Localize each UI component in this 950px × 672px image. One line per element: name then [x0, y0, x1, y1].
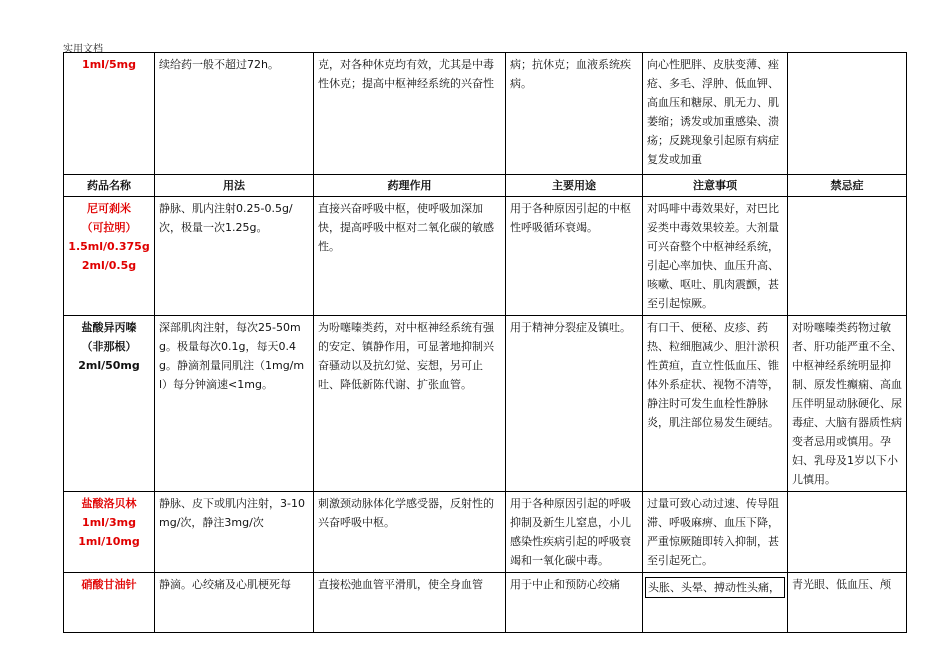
drug-name-line: 盐酸异丙嗪: [81, 321, 137, 334]
precautions-cell: 向心性肥胖、皮肤变薄、痤疮、多毛、浮肿、低血钾、高血压和糖尿、肌无力、肌萎缩；诱发或加重感染、溃疡；反跳现象引起原有病症复发或加重: [643, 53, 788, 175]
drug-name-line: 尼可刹米: [87, 202, 131, 215]
table-row: [64, 573, 907, 633]
header-precautions: 注意事项: [643, 175, 788, 197]
contraindication-cell: 青光眼、低血压、颅: [788, 573, 907, 633]
drug-name-line: 盐酸洛贝林: [81, 497, 137, 510]
usage-cell: 深部肌肉注射，每次25-50mg。极量每次0.1g，每天0.4g。静滴剂量同肌注（1mg/ml）每分钟滴速<1mg。: [155, 316, 314, 492]
drug-spec-line: 2ml/0.5g: [81, 259, 137, 272]
header-contraindication: 禁忌症: [788, 175, 907, 197]
drug-spec-line: 1.5ml/0.375g: [68, 240, 150, 253]
pharmacology-cell: 直接松弛血管平滑肌，使全身血管: [314, 573, 506, 633]
contraindication-cell: [788, 492, 907, 573]
table-row: [64, 53, 907, 175]
header-name: 药品名称: [64, 175, 155, 197]
indication-cell: 用于精神分裂症及镇吐。: [506, 316, 643, 492]
pharmacology-cell: 刺激颈动脉体化学感受器，反射性的兴奋呼吸中枢。: [314, 492, 506, 573]
page-label: 实用文档: [63, 44, 103, 55]
header-indication: 主要用途: [506, 175, 643, 197]
header-pharmacology: 药理作用: [314, 175, 506, 197]
precautions-cell: 有口干、便秘、皮疹、药热、粒细胞减少、胆汁淤积性黄疸，直立性低血压、锥体外系症状、视物不清等，静注时可发生血栓性静脉炎，肌注部位易发生硬结。: [643, 316, 788, 492]
contraindication-cell: [788, 197, 907, 316]
usage-cell: 续给药一般不超过72h。: [155, 53, 314, 175]
pharmacology-cell: 直接兴奋呼吸中枢，使呼吸加深加快，提高呼吸中枢对二氧化碳的敏感性。: [314, 197, 506, 316]
drug-alias-line: （可拉明）: [81, 221, 137, 234]
table-header-row: [64, 175, 907, 197]
contraindication-cell: [788, 53, 907, 175]
drug-name-cell: [64, 316, 155, 492]
table-row: [64, 492, 907, 573]
precautions-cell: [643, 573, 788, 633]
usage-cell: 静脉、肌内注射0.25-0.5g/次，极量一次1.25g。: [155, 197, 314, 316]
precautions-cell: 对吗啡中毒效果好，对巴比妥类中毒效果较差。大剂量可兴奋整个中枢神经系统，引起心率加快、血压升高、咳嗽、呕吐、肌肉震颤，甚至引起惊厥。: [643, 197, 788, 316]
drug-name-line: 1ml/5mg: [82, 58, 136, 71]
drug-name-cell: [64, 197, 155, 316]
drug-spec-line: 1ml/3mg: [82, 516, 136, 529]
usage-cell: 静滴。心绞痛及心肌梗死每: [155, 573, 314, 633]
drug-name-line: 硝酸甘油针: [81, 578, 137, 591]
header-usage: 用法: [155, 175, 314, 197]
usage-cell: 静脉、皮下或肌内注射，3-10mg/次，静注3mg/次: [155, 492, 314, 573]
precautions-box: 头胀、头晕、搏动性头痛，: [645, 577, 785, 598]
contraindication-cell: 对吩噻嗪类药物过敏者、肝功能严重不全、中枢神经系统明显抑制、原发性癫痫、高血压伴明显动脉硬化、尿毒症、大脑有器质性病变者忌用或慎用。孕妇、乳母及1岁以下小儿慎用。: [788, 316, 907, 492]
indication-cell: 用于各种原因引起的呼吸抑制及新生儿窒息，小儿感染性疾病引起的呼吸衰竭和一氧化碳中毒。: [506, 492, 643, 573]
table-row: [64, 316, 907, 492]
table-row: [64, 197, 907, 316]
drug-spec-line: 1ml/10mg: [78, 535, 140, 548]
drug-table: [63, 52, 907, 633]
pharmacology-cell: 克，对各种休克均有效，尤其是中毒性休克；提高中枢神经系统的兴奋性: [314, 53, 506, 175]
drug-name-cell: [64, 492, 155, 573]
precautions-cell: 过量可致心动过速、传导阻滞、呼吸麻痹、血压下降，严重惊厥随即转入抑制，甚至引起死亡。: [643, 492, 788, 573]
pharmacology-cell: 为吩噻嗪类药，对中枢神经系统有强的安定、镇静作用，可显著地抑制兴奋骚动以及抗幻觉、妄想，另可止吐、降低新陈代谢、扩张血管。: [314, 316, 506, 492]
drug-spec-line: 2ml/50mg: [78, 359, 140, 372]
indication-cell: 病；抗休克；血液系统疾病。: [506, 53, 643, 175]
drug-name-cell: [64, 53, 155, 175]
indication-cell: 用于中止和预防心绞痛: [506, 573, 643, 633]
drug-alias-line: （非那根）: [81, 340, 137, 353]
indication-cell: 用于各种原因引起的中枢性呼吸循环衰竭。: [506, 197, 643, 316]
drug-name-cell: [64, 573, 155, 633]
